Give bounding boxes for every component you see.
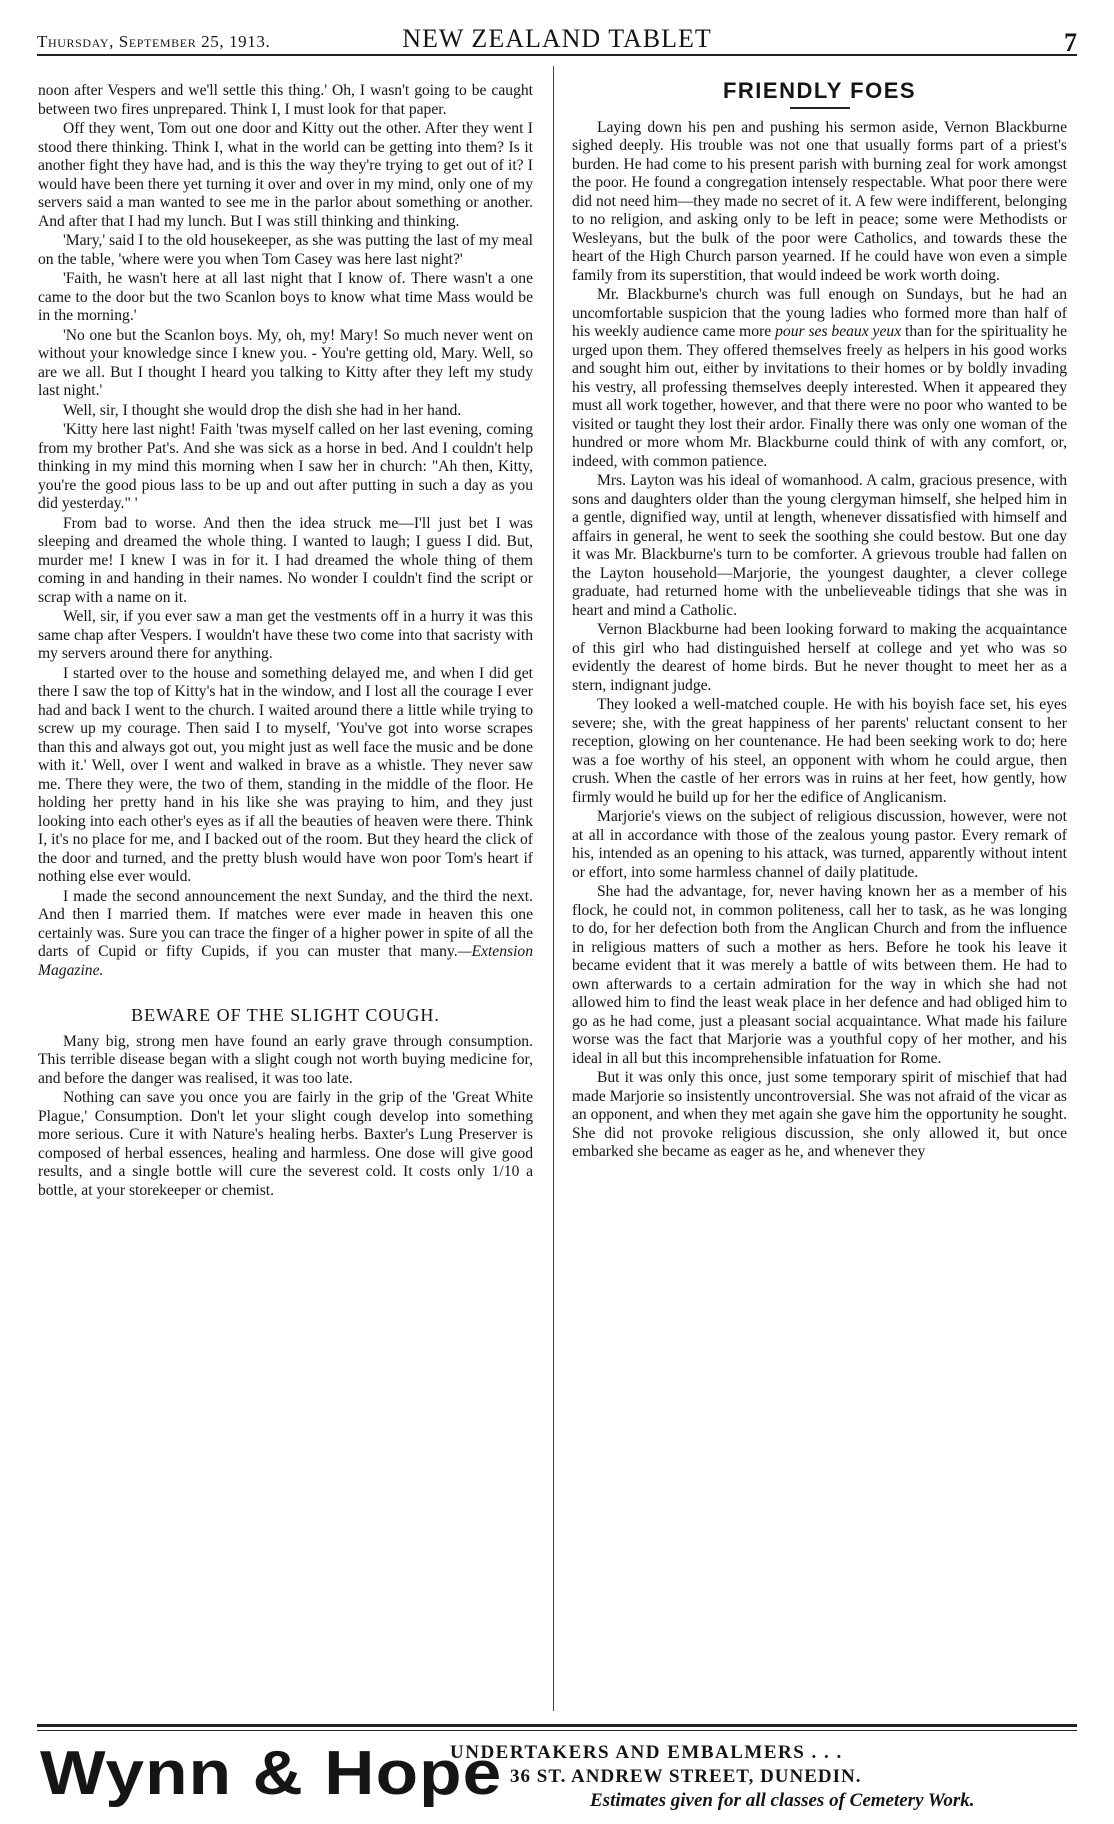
story-paragraph: Well, sir, I thought she would drop the dish she had in her hand. — [62, 401, 462, 419]
story-paragraph: Marjorie's views on the subject of religious discussion, however, were not at all in accordance with those of the zealous young pastor. Every remark of his, intended as an opening to his attack, was turned, apparently without intent or effort, into some harmless channel of daily platitude. — [572, 808, 1067, 881]
advert-line-services: UNDERTAKERS AND EMBALMERS . . . — [450, 1742, 843, 1763]
masthead — [37, 18, 1077, 56]
left-column — [38, 82, 533, 1201]
story-paragraph: Off they went, Tom out one door and Kitty out the other. After they went I stood there thinking. Think I, what in the world can be getting into them? Is it another fight they have had, and is this the way they're trying to get out of it? I would have been there yet turning it over and over in my mind, only one of my servers said a man wanted to see me in the parlor about something or another. And after that I had my lunch. But I was still thinking and thinking. — [38, 120, 533, 230]
story-paragraph: But it was only this once, just some temporary spirit of mischief that had made Marjorie so insistently uncontroversial. She was not afraid of the vicar as an opponent, and when they met again she gave him the opportunity he sought. She did not provoke religious discussion, she only allowed it, but once embarked she became as eager as he, and whenever they — [572, 1069, 1067, 1160]
story-paragraph: Laying down his pen and pushing his sermon aside, Vernon Blackburne sighed deeply. His trouble was not one that usually forms part of a priest's burden. He had come to his present parish with burning zeal for work amongst the poor. He found a congregation intensely respectable. What poor there were did not need him—they made no secret of it. A few were indifferent, belonging to no religion, and asking only to be left in peace; some were Methodists or Wesleyans, but the bulk of the poor were Catholics, and towards these the heart of the High Church parson yearned. If he could have won even a simple family from its superstition, that would indeed be work worth doing. — [572, 118, 1067, 284]
story-paragraph: Mrs. Layton was his ideal of womanhood. A calm, gracious presence, with sons and daughters older than the young clergyman himself, she helped him in a gentle, dignified way, until at length, whenever dissatisfied with himself and affairs in general, he went to seek the soothing she could bestow. But one day it was Mr. Blackburne's turn to be comforter. A grievous trouble had fallen on the Layton household—Marjorie, the youngest daughter, a clever college graduate, had returned home with the unbelieveable tidings that she was in heart and mind a Catholic. — [572, 472, 1067, 619]
cough-ad-paragraph: Nothing can save you once you are fairly in the grip of the 'Great White Plague,' Consumption. Don't let your slight cough develop into something more serious. Cure it with Nature's healing herbs. Baxter's Lung Preserver is composed of herbal essences, healing and harmless. One dose will give good results, and a single bottle will cure the severest cold. It costs only 1/10 a bottle, at your storekeeper or chemist. — [38, 1089, 533, 1199]
right-column — [572, 78, 1068, 1163]
cough-ad-heading: BEWARE OF THE SLIGHT COUGH. — [131, 1005, 440, 1025]
issue-date: Thursday, September 25, 1913. — [37, 32, 271, 51]
story-paragraph: Vernon Blackburne had been looking forward to making the acquaintance of this girl who had distinguished herself at college and yet who was so evidently the dearest of home birds. But he never thought to meet her as a stern, indignant judge. — [572, 621, 1067, 694]
advert-line-estimates: Estimates given for all classes of Cemetery Work. — [590, 1790, 975, 1811]
page-number: 7 — [1064, 28, 1077, 57]
story-paragraph-text: I made the second announcement the next Sunday, and the third the next. And then I married them. If matches were ever made in heaven this one certainly was. Sure you can trace the finger of a higher power in spite of all the darts of Cupid or fifty Cupids, if you can muster that many. — [38, 887, 533, 960]
story-italic-phrase: pour ses beaux yeux — [775, 323, 902, 340]
story-source: —Extension Magazine. — [38, 943, 533, 979]
story-text: than for the spirituality he urged upon them. They offered themselves freely as helpers in his good works and sought him out, either by invitations to their homes or by boldly invading his vestry, all professing themselves deeply interested. When it appeared they must all work together, however, and that there were no poor who wanted to be visited or taught they lost their ardor. Finally there was only one woman of the hundred or more whom Mr. Blackburne could think of with any comfort, or, indeed, with common patience. — [572, 323, 1068, 470]
story-paragraph: noon after Vespers and we'll settle this thing.' Oh, I wasn't going to be caught between two fires unprepared. Think I, I must look for that paper. — [38, 82, 533, 118]
story-paragraph: Well, sir, if you ever saw a man get the vestments off in a hurry it was this same chap after Vespers. I wouldn't have these two come into that sacristy with my servers around there for anything. — [38, 608, 533, 662]
advert-brand: Wynn & Hope — [40, 1739, 503, 1808]
column-divider — [553, 66, 554, 1711]
story-text: Mr. Blackburne's church was full enough on Sundays, but he had an uncomfortable suspicion that the young ladies who formed more than half of his weekly audience came more — [572, 286, 1067, 340]
heading-rule — [790, 107, 850, 109]
story-paragraph: She had the advantage, for, never having known her as a member of his flock, he could not, in common politeness, call her to task, as he was longing to do, for her defection both from the Anglican Church and from the influence in religious matters of such a mother as hers. Before he took his leave it became evident that it was merely a battle of wits between them. He had to own afterwards to a certain admiration for the way in which she had not allowed him to find the least weak place in her defence and had obliged him to go as he had come, just a pleasant social acquaintance. What made his failure worse was the fact that Marjorie was a youthful copy of her mother, and his ideal in all but this incomprehensible infatuation for Rome. — [572, 883, 1067, 1067]
story-paragraph: From bad to worse. And then the idea struck me—I'll just bet I was sleeping and dreamed the whole thing. I wanted to laugh; I guess I did. But, murder me! I knew I was in for it. I had dreamed the whole thing of them coming in and handing in their names. No wonder I couldn't find the script or scrap with a name on it. — [38, 514, 533, 606]
advert-rule-top — [37, 1724, 1077, 1727]
advert-line-address: 36 ST. ANDREW STREET, DUNEDIN. — [510, 1766, 862, 1787]
story-heading: FRIENDLY FOES — [722, 78, 917, 103]
advert-rule-bottom — [37, 1730, 1077, 1731]
newspaper-title: NEW ZEALAND TABLET — [402, 24, 712, 53]
advert-details — [450, 1742, 1070, 1812]
story-paragraph: They looked a well-matched couple. He with his boyish face set, his eyes severe; she, with the great happiness of her parents' reluctant consent to her reception, glowing on her countenance. He had been seeking work to do; here was a foe worthy of his steel, an opponent with whom he could argue, then crush. When the castle of her errors was in ruins at her feet, how gently, how firmly would he build up for her the edifice of Anglicanism. — [572, 696, 1067, 806]
story-paragraph — [572, 286, 1067, 471]
story-paragraph: 'Kitty here last night! Faith 'twas myself called on her last evening, coming from my brother Pat's. And she was sick as a horse in bed. And I couldn't help thinking in my mind this morning when I saw her in church: "Ah then, Kitty, you're the good pious lass to be up and out after putting in such a day as you did yesterday." ' — [38, 421, 533, 512]
story-paragraph: I started over to the house and something delayed me, and when I did get there I saw the top of Kitty's hat in the window, and I lost all the courage I ever had and back I went to the church. I waited around there a little while trying to screw up my courage. Then said I to myself, 'You've got into worse scrapes than this and always got out, you might just as well face the music and be done with it.' Well, over I went and walked in brave as a whistle. They never saw me. There they were, the two of them, standing in the middle of the floor. He holding her pretty hand in his like she was praying to him, and they just looking into each other's eyes as if all the beauties of heaven were there. Think I, it's no place for me, and I backed out of the room. But they heard the click of the door and turned, and the pretty blush would have won poor Tom's heart if nothing else ever would. — [38, 664, 533, 885]
story-paragraph: 'Faith, he wasn't here at all last night that I know of. There wasn't a one came to the door but the two Scanlon boys to know what time Mass would be in the morning.' — [38, 270, 533, 324]
cough-ad-paragraph: Many big, strong men have found an early grave through consumption. This terrible disease began with a slight cough not worth buying medicine for, and before the danger was realised, it was too late. — [38, 1032, 533, 1087]
story-paragraph: 'No one but the Scanlon boys. My, oh, my! Mary! So much never went on without your knowledge since I knew you. - You're getting old, Mary. Well, so are we all. But I thought I heard you talking to Kitty after they left my study last night.' — [38, 326, 533, 399]
story-paragraph-last — [38, 888, 533, 981]
story-paragraph: 'Mary,' said I to the old housekeeper, as she was putting the last of my meal on the table, 'where were you when Tom Casey was here last night?' — [38, 232, 533, 268]
